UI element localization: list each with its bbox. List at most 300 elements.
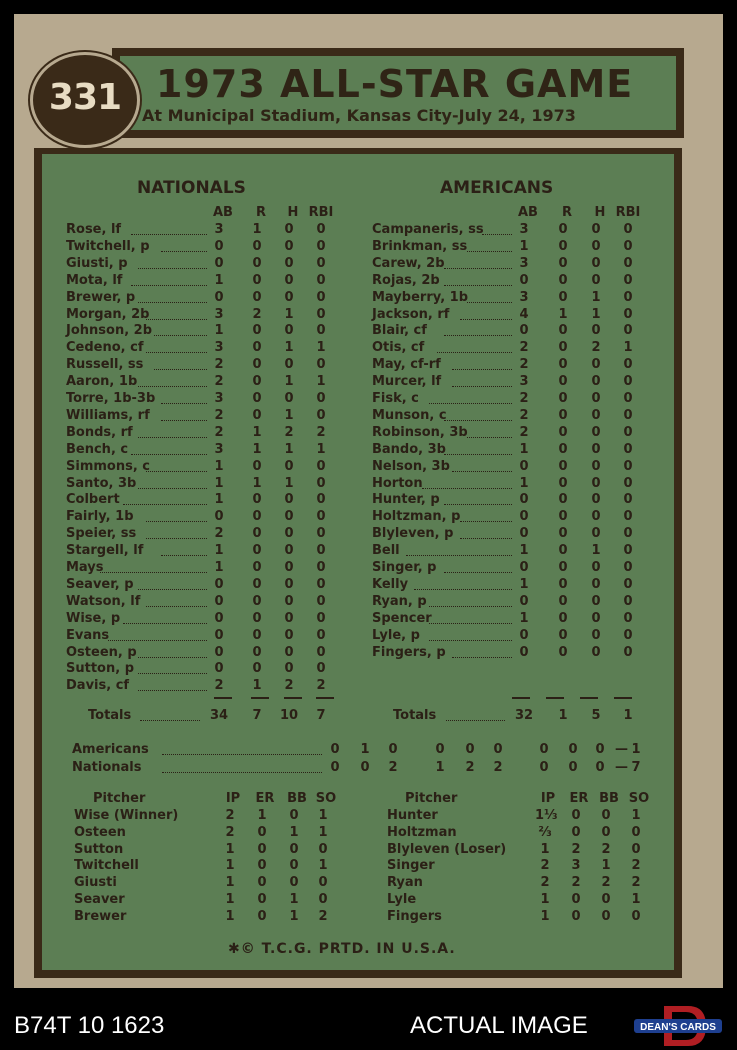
nl-player-h: 0	[284, 661, 294, 677]
al-player-rbi: 0	[623, 272, 633, 288]
nl-player-ab: 1	[214, 323, 224, 339]
nl-player-rbi: 0	[316, 458, 326, 474]
dot-leader	[429, 403, 512, 404]
al-player-h: 0	[591, 593, 601, 609]
nl-totals-label: Totals	[88, 708, 132, 723]
nl-pitcher-ip: 1	[225, 875, 235, 891]
al-totals-label: Totals	[393, 708, 437, 723]
al-player-ab: 0	[519, 560, 529, 575]
al-player-rbi: 0	[623, 222, 633, 237]
nl-pitch-col: ER	[255, 791, 275, 806]
al-player-name: Fingers, p	[372, 644, 446, 660]
nl-player-ab: 3	[214, 222, 224, 237]
nl-player-h: 0	[284, 357, 294, 373]
al-player-name: Murcer, lf	[372, 374, 442, 390]
nl-player-ab: 2	[214, 357, 224, 373]
nl-player-ab: 2	[214, 526, 224, 542]
nl-pitcher-er: 1	[257, 808, 267, 823]
linescore-dash: —	[615, 760, 628, 775]
al-pitcher-so: 0	[631, 824, 641, 840]
al-pitcher-bb: 2	[601, 841, 611, 857]
nl-player-name: Watson, lf	[66, 593, 141, 609]
nl-player-ab: 0	[214, 593, 224, 609]
nl-player-h: 2	[284, 678, 294, 694]
nl-player-name: Williams, rf	[66, 407, 150, 423]
nl-player-r: 0	[252, 340, 262, 356]
nl-player-name: Giusti, p	[66, 255, 128, 271]
nl-player-ab: 2	[214, 407, 224, 423]
footer-actual-image: ACTUAL IMAGE	[410, 1012, 588, 1039]
al-player-ab: 1	[519, 475, 529, 491]
al-pitcher-name: Blyleven (Loser)	[387, 841, 507, 857]
nl-pitcher-so: 0	[318, 841, 328, 857]
nl-player-r: 1	[252, 475, 262, 491]
nl-col-rbi: RBI	[308, 205, 334, 220]
al-player-h: 0	[591, 441, 601, 457]
al-player-name: Horton	[372, 475, 423, 491]
al-player-rbi: 0	[623, 644, 633, 660]
nl-pitch-col: IP	[225, 791, 241, 806]
al-player-r: 0	[558, 509, 568, 525]
nl-pitcher-so: 0	[318, 875, 328, 891]
al-player-r: 0	[558, 391, 568, 406]
al-player-rbi: 0	[623, 255, 633, 271]
al-player-h: 0	[591, 391, 601, 406]
dot-leader	[437, 352, 512, 353]
nl-pitcher-ip: 2	[225, 824, 235, 840]
al-player-r: 0	[558, 238, 568, 254]
al-pitcher-name: Singer	[387, 858, 435, 874]
nl-player-rbi: 0	[316, 509, 326, 525]
al-player-r: 0	[558, 560, 568, 575]
dot-leader	[146, 521, 207, 522]
nl-player-h: 0	[284, 238, 294, 254]
nl-player-r: 0	[252, 661, 262, 677]
nl-player-name: Twitchell, p	[66, 238, 150, 254]
dot-leader	[161, 251, 207, 252]
nl-player-h: 1	[284, 340, 294, 356]
linescore-inning: 0	[388, 742, 398, 757]
nl-player-name: Brewer, p	[66, 289, 136, 305]
al-player-r: 0	[558, 526, 568, 542]
al-pitcher-ip: ⅔	[538, 824, 552, 840]
nl-player-h: 0	[284, 323, 294, 339]
linescore-inning: 0	[330, 760, 340, 775]
al-col-h: H	[594, 205, 606, 220]
al-pitch-col: ER	[569, 791, 589, 806]
nl-player-name: Seaver, p	[66, 576, 134, 592]
dot-leader	[460, 538, 512, 539]
dot-leader	[138, 673, 207, 674]
al-player-rbi: 0	[623, 560, 633, 575]
dot-leader	[444, 335, 512, 336]
nl-player-r: 0	[252, 238, 262, 254]
al-pitcher-so: 0	[631, 908, 641, 924]
nl-player-r: 0	[252, 644, 262, 660]
nl-pitcher-bb: 0	[289, 875, 299, 891]
al-total-rbi: 1	[623, 708, 633, 723]
dot-leader	[422, 488, 512, 489]
nl-player-ab: 3	[214, 340, 224, 356]
al-player-ab: 2	[519, 391, 529, 406]
linescore-inning: 0	[595, 742, 605, 757]
nl-player-r: 0	[252, 560, 262, 575]
al-player-rbi: 0	[623, 238, 633, 254]
linescore-inning: 2	[465, 760, 475, 775]
dot-leader	[444, 572, 512, 573]
nl-player-h: 0	[284, 272, 294, 288]
nl-col-r: R	[255, 205, 266, 220]
al-player-h: 1	[591, 306, 601, 322]
nl-player-ab: 0	[214, 610, 224, 626]
al-pitcher-ip: 1	[540, 892, 550, 907]
al-player-ab: 0	[519, 526, 529, 542]
nl-player-r: 0	[252, 526, 262, 542]
nl-pitcher-so: 1	[318, 858, 328, 874]
al-pitcher-er: 2	[571, 875, 581, 891]
nl-player-ab: 0	[214, 289, 224, 305]
dot-leader	[460, 319, 512, 320]
al-player-r: 0	[558, 374, 568, 390]
nl-player-r: 2	[252, 306, 262, 322]
nl-total-r: 7	[252, 708, 262, 723]
nl-player-ab: 0	[214, 576, 224, 592]
nl-totals-rule	[284, 697, 302, 699]
nl-player-ab: 2	[214, 424, 224, 440]
nl-totals-rule	[214, 697, 232, 699]
nl-player-name: Evans	[66, 627, 110, 643]
al-player-r: 1	[558, 306, 568, 322]
dot-leader	[154, 369, 207, 370]
al-player-rbi: 0	[623, 492, 633, 508]
title-banner	[112, 48, 684, 138]
nl-player-rbi: 0	[316, 610, 326, 626]
nl-player-ab: 0	[214, 509, 224, 525]
nl-player-rbi: 2	[316, 424, 326, 440]
nl-pitcher-er: 0	[257, 841, 267, 857]
dot-leader	[444, 268, 512, 269]
al-pitcher-bb: 2	[601, 875, 611, 891]
dot-leader	[131, 454, 207, 455]
dot-leader	[452, 471, 512, 472]
al-pitcher-so: 1	[631, 808, 641, 823]
nl-player-ab: 1	[214, 492, 224, 508]
al-col-rbi: RBI	[615, 205, 641, 220]
nl-player-r: 0	[252, 407, 262, 423]
nl-player-r: 1	[252, 424, 262, 440]
al-col-r: R	[561, 205, 572, 220]
dot-leader	[140, 720, 200, 721]
linescore-total: 7	[631, 760, 641, 775]
nl-player-ab: 0	[214, 238, 224, 254]
nl-player-rbi: 0	[316, 661, 326, 677]
nl-player-name: Torre, 1b-3b	[66, 391, 156, 406]
al-pitcher-bb: 1	[601, 858, 611, 874]
nl-pitcher-ip: 2	[225, 808, 235, 823]
nl-pitcher-name: Twitchell	[74, 858, 139, 874]
nl-pitcher-er: 0	[257, 858, 267, 874]
dot-leader	[138, 488, 207, 489]
al-player-name: Jackson, rf	[372, 306, 450, 322]
al-player-name: Holtzman, p	[372, 509, 461, 525]
nl-pitcher-ip: 1	[225, 858, 235, 874]
al-pitcher-er: 0	[571, 892, 581, 907]
al-pitcher-er: 0	[571, 908, 581, 924]
americans-header: AMERICANS	[440, 178, 554, 198]
nl-player-h: 1	[284, 306, 294, 322]
al-player-r: 0	[558, 272, 568, 288]
dot-leader	[100, 572, 207, 573]
al-player-h: 0	[591, 272, 601, 288]
al-totals-rule	[580, 697, 598, 699]
al-player-ab: 3	[519, 289, 529, 305]
nl-player-h: 0	[284, 526, 294, 542]
al-player-name: May, cf-rf	[372, 357, 441, 373]
al-pitcher-header: Pitcher	[405, 791, 458, 806]
dot-leader	[446, 720, 505, 721]
dot-leader	[429, 606, 512, 607]
linescore-inning: 0	[595, 760, 605, 775]
nl-player-r: 0	[252, 543, 262, 559]
dot-leader	[444, 454, 512, 455]
dot-leader	[138, 437, 207, 438]
linescore-inning: 0	[493, 742, 503, 757]
nl-totals-rule	[251, 697, 269, 699]
al-player-h: 0	[591, 560, 601, 575]
al-player-ab: 1	[519, 610, 529, 626]
nl-player-rbi: 1	[316, 441, 326, 457]
al-player-name: Brinkman, ss	[372, 238, 468, 254]
al-player-name: Bando, 3b	[372, 441, 446, 457]
al-player-h: 0	[591, 526, 601, 542]
nl-player-rbi: 0	[316, 543, 326, 559]
al-player-ab: 0	[519, 323, 529, 339]
nl-player-rbi: 0	[316, 323, 326, 339]
nl-player-h: 2	[284, 424, 294, 440]
al-player-h: 0	[591, 610, 601, 626]
al-player-ab: 1	[519, 543, 529, 559]
card-title: 1973 ALL-STAR GAME	[156, 62, 634, 106]
nl-player-name: Cedeno, cf	[66, 340, 144, 356]
al-player-r: 0	[558, 475, 568, 491]
al-player-rbi: 1	[623, 340, 633, 356]
dot-leader	[406, 555, 512, 556]
al-pitcher-er: 0	[571, 824, 581, 840]
dot-leader	[146, 471, 207, 472]
al-player-h: 0	[591, 222, 601, 237]
al-player-name: Fisk, c	[372, 391, 419, 406]
nl-pitcher-name: Sutton	[74, 841, 124, 857]
al-player-h: 0	[591, 644, 601, 660]
al-player-name: Bell	[372, 543, 400, 559]
linescore-inning: 2	[388, 760, 398, 775]
nl-player-ab: 0	[214, 627, 224, 643]
al-player-rbi: 0	[623, 424, 633, 440]
al-player-r: 0	[558, 627, 568, 643]
nl-player-ab: 1	[214, 560, 224, 575]
al-player-rbi: 0	[623, 475, 633, 491]
al-player-h: 1	[591, 289, 601, 305]
al-player-rbi: 0	[623, 289, 633, 305]
dot-leader	[482, 234, 512, 235]
al-pitcher-so: 2	[631, 858, 641, 874]
nl-total-h: 10	[279, 708, 299, 723]
al-player-h: 0	[591, 492, 601, 508]
dot-leader	[161, 555, 207, 556]
al-player-rbi: 0	[623, 441, 633, 457]
nl-player-r: 0	[252, 391, 262, 406]
nl-player-name: Bonds, rf	[66, 424, 133, 440]
nl-player-r: 0	[252, 593, 262, 609]
al-totals-rule	[512, 697, 530, 699]
nl-player-h: 0	[284, 391, 294, 406]
nationals-header: NATIONALS	[137, 178, 246, 198]
al-player-r: 0	[558, 593, 568, 609]
dot-leader	[452, 369, 512, 370]
nl-total-rbi: 7	[316, 708, 326, 723]
al-pitcher-ip: 1⅓	[535, 808, 558, 823]
card-number: 331	[48, 77, 122, 118]
al-player-ab: 3	[519, 374, 529, 390]
nl-player-r: 0	[252, 492, 262, 508]
dot-leader	[452, 657, 512, 658]
nl-pitcher-name: Seaver	[74, 892, 125, 907]
al-player-r: 0	[558, 222, 568, 237]
nl-pitcher-er: 0	[257, 824, 267, 840]
al-player-ab: 3	[519, 222, 529, 237]
nl-player-ab: 1	[214, 458, 224, 474]
al-pitcher-bb: 0	[601, 824, 611, 840]
nl-pitcher-bb: 0	[289, 858, 299, 874]
al-player-rbi: 0	[623, 576, 633, 592]
al-player-rbi: 0	[623, 627, 633, 643]
footer-code: B74T 10 1623	[14, 1012, 165, 1039]
stats-panel-inner	[42, 154, 674, 970]
nl-player-name: Johnson, 2b	[66, 323, 153, 339]
al-player-ab: 2	[519, 424, 529, 440]
nl-player-rbi: 0	[316, 475, 326, 491]
al-player-r: 0	[558, 424, 568, 440]
nl-player-h: 0	[284, 610, 294, 626]
al-pitcher-name: Hunter	[387, 808, 438, 823]
nl-player-rbi: 0	[316, 644, 326, 660]
dot-leader	[162, 754, 322, 755]
al-player-ab: 0	[519, 644, 529, 660]
dot-leader	[138, 386, 207, 387]
nl-player-rbi: 0	[316, 407, 326, 423]
al-player-h: 0	[591, 255, 601, 271]
dot-leader	[429, 623, 512, 624]
nl-pitcher-name: Osteen	[74, 824, 126, 840]
dot-leader	[108, 640, 207, 641]
dot-leader	[131, 234, 207, 235]
al-player-name: Mayberry, 1b	[372, 289, 469, 305]
nl-player-r: 1	[252, 441, 262, 457]
al-player-rbi: 0	[623, 509, 633, 525]
nl-player-h: 0	[284, 289, 294, 305]
dot-leader	[146, 606, 207, 607]
al-player-h: 1	[591, 543, 601, 559]
nl-total-ab: 34	[209, 708, 229, 723]
dot-leader	[138, 302, 207, 303]
nl-pitcher-name: Wise (Winner)	[74, 808, 179, 823]
al-totals-rule	[546, 697, 564, 699]
al-pitcher-bb: 0	[601, 808, 611, 823]
nl-player-h: 0	[284, 644, 294, 660]
nl-col-h: H	[287, 205, 299, 220]
al-pitcher-ip: 2	[540, 858, 550, 874]
dot-leader	[467, 251, 512, 252]
nl-player-r: 0	[252, 289, 262, 305]
linescore-team: Nationals	[72, 760, 142, 775]
nl-player-h: 0	[284, 576, 294, 592]
dot-leader	[414, 589, 512, 590]
al-pitch-col: SO	[628, 791, 650, 806]
nl-pitcher-bb: 1	[289, 908, 299, 924]
nl-pitcher-name: Brewer	[74, 908, 127, 924]
dot-leader	[162, 772, 322, 773]
al-player-ab: 4	[519, 306, 529, 322]
al-pitcher-name: Ryan	[387, 875, 423, 891]
al-player-name: Rojas, 2b	[372, 272, 440, 288]
al-player-ab: 1	[519, 238, 529, 254]
nl-player-rbi: 0	[316, 357, 326, 373]
linescore-inning: 0	[465, 742, 475, 757]
nl-pitcher-so: 2	[318, 908, 328, 924]
al-player-ab: 0	[519, 492, 529, 508]
dot-leader	[131, 285, 207, 286]
nl-player-h: 0	[284, 492, 294, 508]
al-player-r: 0	[558, 644, 568, 660]
nl-pitcher-header: Pitcher	[93, 791, 146, 806]
al-total-ab: 32	[514, 708, 534, 723]
al-total-r: 1	[558, 708, 568, 723]
nl-player-h: 1	[284, 475, 294, 491]
nl-player-r: 0	[252, 323, 262, 339]
al-pitcher-bb: 0	[601, 908, 611, 924]
nl-player-ab: 0	[214, 255, 224, 271]
nl-pitcher-so: 1	[318, 824, 328, 840]
nl-player-ab: 0	[214, 661, 224, 677]
al-player-r: 0	[558, 289, 568, 305]
al-pitcher-so: 0	[631, 841, 641, 857]
al-player-r: 0	[558, 323, 568, 339]
al-player-r: 0	[558, 407, 568, 423]
dot-leader	[429, 640, 512, 641]
al-player-name: Ryan, p	[372, 593, 427, 609]
linescore-dash: —	[615, 742, 628, 757]
nl-player-ab: 2	[214, 374, 224, 390]
al-player-rbi: 0	[623, 323, 633, 339]
nl-player-h: 0	[284, 560, 294, 575]
nl-player-h: 0	[284, 627, 294, 643]
linescore-inning: 2	[493, 760, 503, 775]
al-player-ab: 2	[519, 357, 529, 373]
linescore-total: 1	[631, 742, 641, 757]
al-player-r: 0	[558, 610, 568, 626]
nl-pitch-col: BB	[287, 791, 307, 806]
linescore-inning: 0	[539, 760, 549, 775]
nl-pitcher-ip: 1	[225, 908, 235, 924]
nl-player-rbi: 0	[316, 272, 326, 288]
printer-credit: ✱© T.C.G. PRTD. IN U.S.A.	[228, 941, 456, 957]
dot-leader	[467, 437, 512, 438]
nl-pitcher-ip: 1	[225, 841, 235, 857]
dot-leader	[444, 504, 512, 505]
al-player-h: 0	[591, 509, 601, 525]
al-player-name: Otis, cf	[372, 340, 425, 356]
al-player-r: 0	[558, 543, 568, 559]
